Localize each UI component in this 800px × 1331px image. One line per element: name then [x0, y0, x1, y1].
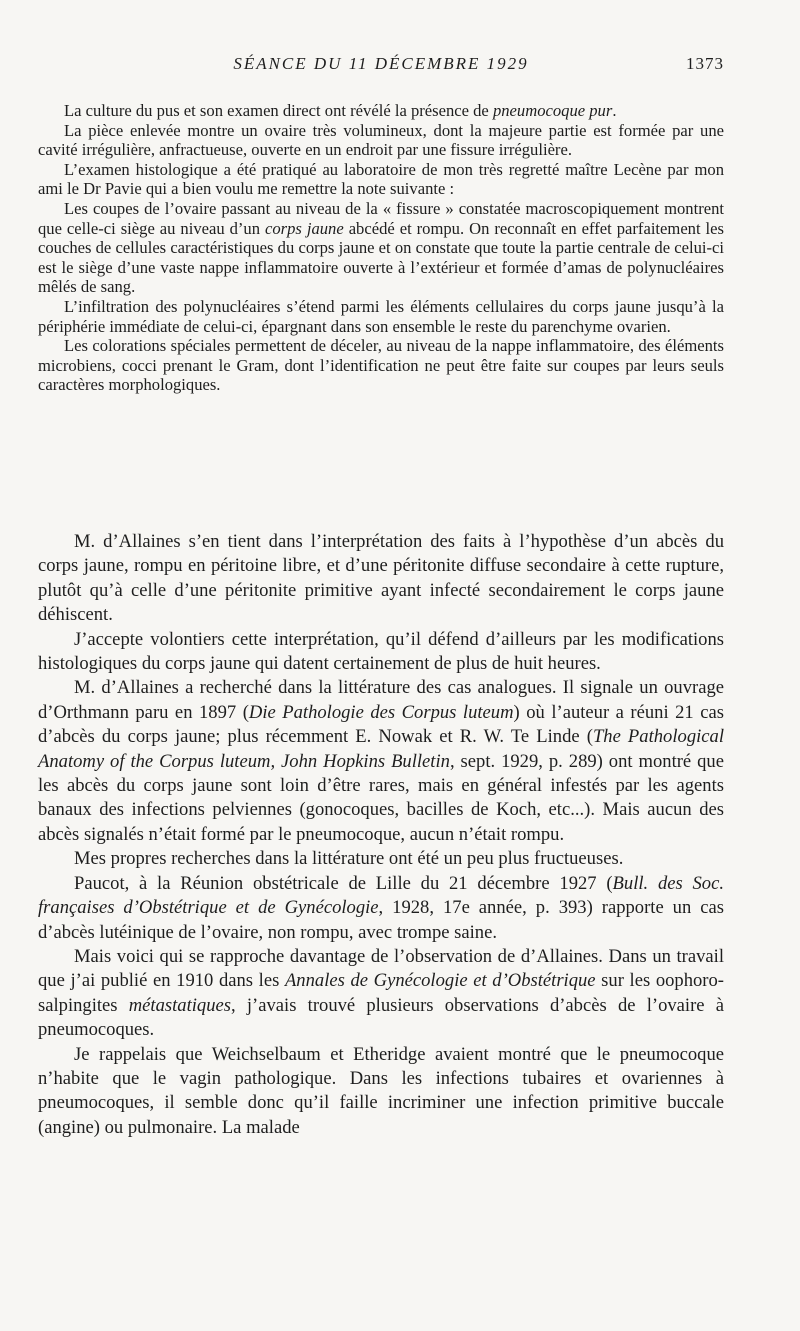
text-run: La culture du pus et son examen direct ont révélé la présence de [64, 101, 493, 120]
italic-text: métastatiques [128, 994, 232, 1016]
running-title: SÉANCE DU 11 DÉCEMBRE 1929 [233, 54, 529, 73]
text-run: M. d’Allaines s’en tient dans l’interprétation des faits à l’hypothèse d’un abcès du corps jaune, rompu en péritoine libre, et d’une péritonite diffuse secondaire à cette rupture, plutôt qu’à celle d’une péritonite primitive ayant infecté secondairement le corps jaune déhiscent. [38, 531, 724, 626]
italic-text: pneumocoque pur [492, 101, 613, 120]
paragraph [38, 847, 724, 871]
italic-text: Annales de Gynécologie et d’Obstétrique [284, 970, 596, 992]
text-run: sur les oophoro-salpingites [38, 970, 724, 1016]
discussion-text [38, 530, 724, 1140]
paragraph [38, 121, 724, 160]
text-run: M. d’Allaines a recherché dans la littérature des cas analogues. Il signale un ouvrage d’Orthmann paru en 1897 ( [38, 677, 724, 723]
text-run: Je rappelais que Weichselbaum et Etheridge avaient montré que le pneumocoque n’habite que le vagin pathologique. Dans les infections tubaires et ovariennes à pneumocoques, il semble donc qu’il faille incriminer une infection primitive buccale (angine) ou pulmonaire. La malade [38, 1043, 724, 1138]
text-run: Mais voici qui se rapproche davantage de l’observation de d’Allaines. Dans un travail que j’ai publié en 1910 dans les [38, 945, 724, 992]
text-run: Les coupes de l’ovaire passant au niveau de la « fissure » constatée macroscopiquement montrent que celle-ci siège au niveau d’un [38, 198, 724, 238]
italic-text: Bull. des Soc. françaises d’Obstétrique et de Gynécologie [38, 872, 724, 919]
text-run: Mes propres recherches dans la littérature ont été un peu plus fructueuses. [74, 848, 624, 870]
italic-text: Die Pathologie des Corpus luteum [248, 701, 514, 723]
paragraph [38, 199, 724, 297]
text-run: , j’avais trouvé plusieurs observations d’abcès de l’ovaire à pneumocoques. [38, 994, 724, 1041]
paragraph [38, 297, 724, 336]
text-run: abcédé et rompu. On reconnaît en effet parfaitement les couches de cellules caractéristiques du corps jaune et on constate que toute la partie centrale de celui-ci est le siège d’une vaste nappe inflammatoire ouverte à l’extérieur et formée d’amas de polynucléaires mêlés de sang. [38, 218, 724, 297]
case-report-text [38, 101, 724, 395]
text-run: L’examen histologique a été pratiqué au laboratoire de mon très regretté maître Lecène par mon ami le Dr Pavie qui a bien voulu me remettre la note suivante : [38, 159, 724, 199]
text-run: , sept. 1929, p. 289) ont montré que les abcès du corps jaune sont loin d’être rares, mais en général infestés par les agents banaux des infections pelviennes (gonocoques, bacilles de Koch, etc...). Mais aucun des abcès signalés n’était formé par le pneumocoque, aucun n’était rompu. [38, 750, 724, 845]
text-run: ) où l’auteur a réuni 21 cas d’abcès du corps jaune; plus récemment E. Nowak et R. W. Te Linde ( [38, 701, 724, 748]
paragraph [38, 336, 724, 395]
text-run: L’infiltration des polynucléaires s’étend parmi les éléments cellulaires du corps jaune jusqu’à la périphérie immédiate de celui-ci, épargnant dans son ensemble le reste du parenchyme ovarien. [38, 296, 724, 336]
page-number: 1373 [686, 54, 724, 73]
paragraph [38, 945, 724, 1043]
italic-text: corps jaune [265, 218, 344, 238]
text-run: , 1928, 17e année, p. 393) rapporte un cas d’abcès lutéinique de l’ovaire, non rompu, avec trompe saine. [38, 897, 724, 943]
text-run: . [612, 101, 617, 120]
text-run: La pièce enlevée montre un ovaire très volumineux, dont la majeure partie est formée par une cavité irrégulière, anfractueuse, ouverte en un endroit par une fissure irrégulière. [38, 120, 724, 160]
paragraph [38, 160, 724, 199]
paragraph [38, 628, 724, 677]
text-run: Paucot, à la Réunion obstétricale de Lille du 21 décembre 1927 ( [74, 872, 613, 894]
paragraph [38, 872, 724, 945]
paragraph [38, 1043, 724, 1141]
paragraph [38, 676, 724, 847]
page-header [38, 54, 724, 84]
italic-text: The Pathological Anatomy of the Corpus luteum, John Hopkins Bulletin [38, 726, 724, 772]
text-run: J’accepte volontiers cette interprétation, qu’il défend d’ailleurs par les modifications histologiques du corps jaune qui datent certainement de plus de huit heures. [38, 628, 724, 675]
paragraph [38, 101, 724, 121]
text-run: Les colorations spéciales permettent de déceler, au niveau de la nappe inflammatoire, des éléments microbiens, cocci prenant le Gram, dont l’identification ne peut être faite sur coupes par leurs seuls caractères morphologiques. [38, 336, 724, 395]
paragraph [38, 530, 724, 628]
